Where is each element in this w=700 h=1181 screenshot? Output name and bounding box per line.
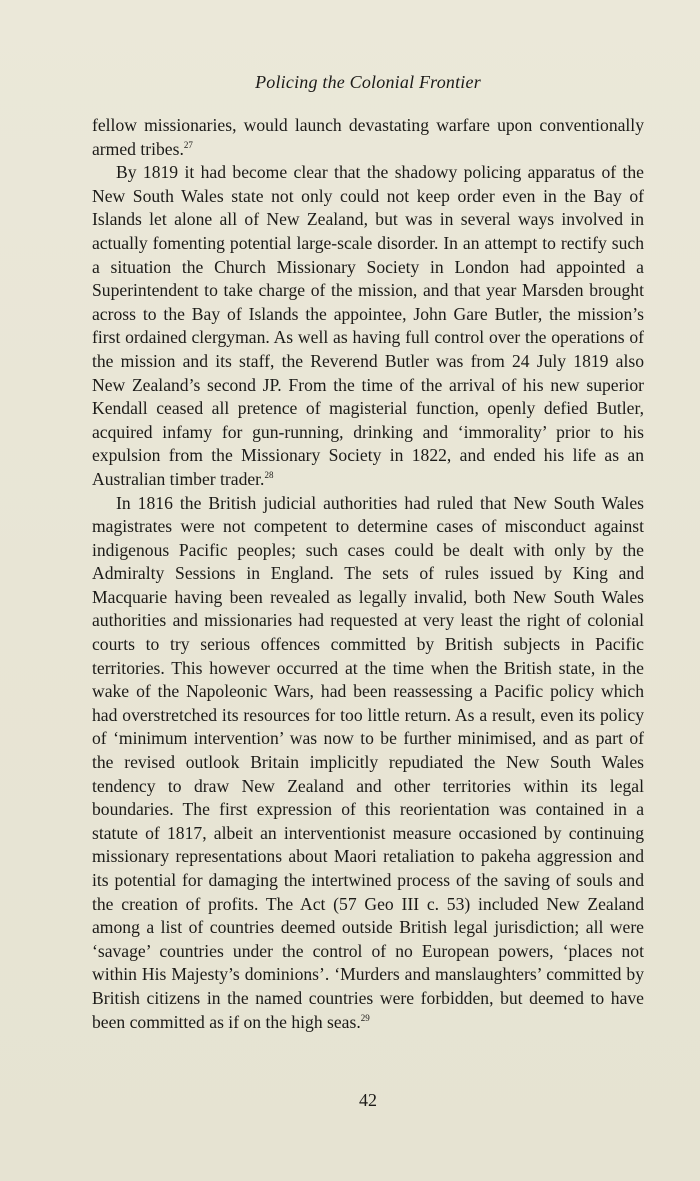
page-number: 42 xyxy=(359,1090,377,1110)
body-text xyxy=(92,114,644,1034)
paragraph xyxy=(92,492,644,1035)
footnote-marker: 29 xyxy=(360,1012,370,1023)
paragraph-text: By 1819 it had become clear that the shadowy policing apparatus of the New South Wales state not only could not keep order even in the Bay of Islands let alone all of New Zealand, but was in several ways involved in actually fomenting potential large-scale disorder. In an attempt to rectify such a situation the Church Missionary Society in London had appointed a Superintendent to take charge of the mission, and that year Marsden brought across to the Bay of Islands the appointee, John Gare Butler, the mission’s first ordained clergyman. As well as having full control over the operations of the mission and its staff, the Reverend Butler was from 24 July 1819 also New Zealand’s second JP. From the time of the arrival of his new superior Kendall ceased all pretence of magisterial function, openly defied Butler, acquired infamy for gun-running, drinking and ‘immorality’ prior to his expulsion from the Missionary Society in 1822, and ended his life as an Australian timber trader. xyxy=(92,162,644,489)
paragraph-text: In 1816 the British judicial authorities had ruled that New South Wales magistrates were not competent to determine cases of misconduct against indigenous Pacific peoples; such cases could be dealt with only by the Admiralty Sessions in England. The sets of rules issued by King and Macquarie having been revealed as legally invalid, both New South Wales authorities and missionaries had requested at very least the right of colonial courts to try serious offences committed by British subjects in Pacific territories. This however occurred at the time when the British state, in the wake of the Napoleonic Wars, had been reassessing a Pacific policy which had overstretched its resources for too little return. As a result, even its policy of ‘minimum intervention’ was now to be further minimised, and as part of the revised outlook Britain implicitly repudiated the New South Wales tendency to draw New Zealand and other territories within its legal boundaries. The first expression of this reorientation was contained in a statute of 1817, albeit an interventionist measure occasioned by continuing missionary representations about Maori retaliation to pakeha aggression and its potential for damaging the intertwined process of the saving of souls and the creation of profits. The Act (57 Geo III c. 53) included New Zealand among a list of countries deemed outside British legal jurisdiction; all were ‘savage’ countries under the control of no European powers, ‘places not within His Majesty’s dominions’. ‘Murders and manslaughters’ committed by British citizens in the named countries were forbidden, but deemed to have been committed as if on the high seas. xyxy=(92,492,644,1032)
paragraph-continuation xyxy=(92,114,644,161)
footnote-marker: 27 xyxy=(183,139,193,150)
paragraph xyxy=(92,161,644,491)
paragraph-text: fellow missionaries, would launch devastating warfare upon conventionally armed tribes. xyxy=(92,115,644,159)
footnote-marker: 28 xyxy=(264,470,274,481)
running-head: Policing the Colonial Frontier xyxy=(255,72,481,92)
